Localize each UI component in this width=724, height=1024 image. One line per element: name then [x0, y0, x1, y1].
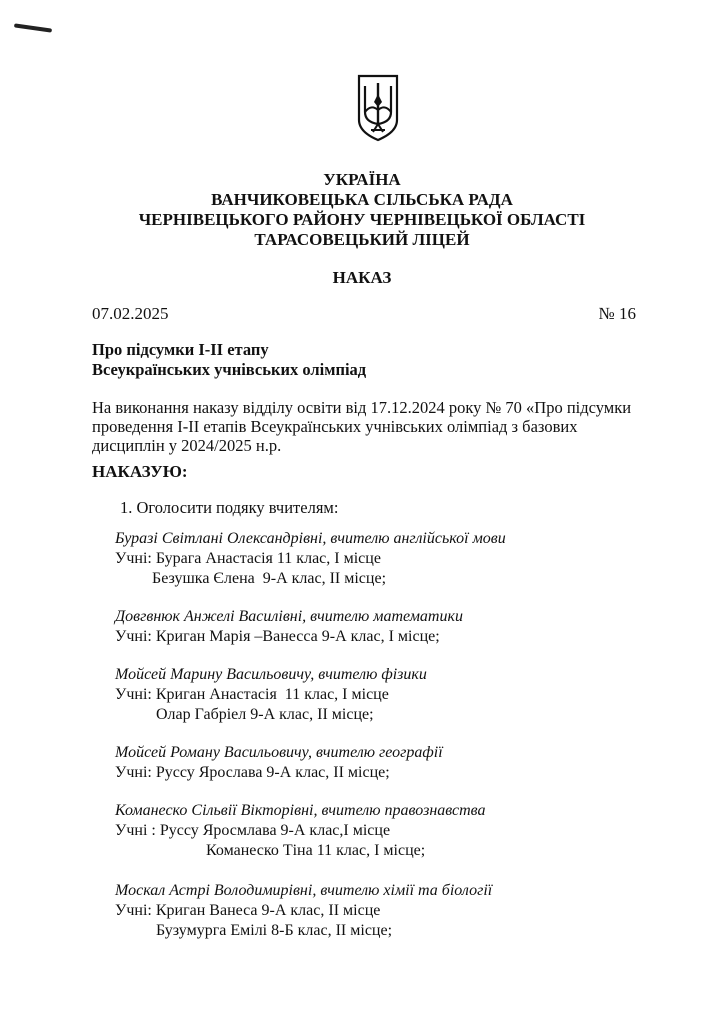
header-country: УКРАЇНА — [323, 170, 401, 189]
subject-line-2: Всеукраїнських учнівських олімпіад — [92, 360, 367, 379]
students-line: Учні : Руссу Яросмлава 9-А клас,І місце — [115, 822, 391, 839]
header-school: ТАРАСОВЕЦЬКИЙ ЛІЦЕЙ — [254, 230, 470, 249]
students-line: Учні: Криган Марія –Ванесса 9-А клас, І місце; — [115, 628, 440, 645]
order-number: № 16 — [598, 304, 636, 323]
order-intro: На виконання наказу відділу освіти від 17.12.2024 року № 70 «Про підсумки проведення І-ІІ етапів Всеукраїнських учнівських олімпіад з базових дисциплін у 2024/2025 н.р. — [92, 398, 632, 455]
students-line: Безушка Єлена 9-А клас, ІІ місце; — [152, 570, 387, 587]
teacher-name: Буразі Світлані Олександрівні, вчителю англійської мови — [115, 530, 506, 547]
students-line: Учні: Криган Ванеса 9-А клас, ІІ місце — [115, 902, 381, 919]
teacher-name: Мойсей Марину Васильовичу, вчителю фізики — [115, 666, 427, 683]
scan-mark — [14, 23, 52, 32]
order-date: 07.02.2025 — [92, 304, 169, 323]
students-line: Команеско Тіна 11 клас, І місце; — [206, 842, 426, 859]
teacher-name: Мойсей Роману Васильовичу, вчителю географії — [115, 744, 443, 761]
order-subject — [92, 340, 366, 380]
students-line: Учні: Руссу Ярослава 9-А клас, ІІ місце; — [115, 764, 390, 781]
students-line: Учні: Криган Анастасія 11 клас, І місце — [115, 686, 389, 703]
header-district: ЧЕРНІВЕЦЬКОГО РАЙОНУ ЧЕРНІВЕЦЬКОЇ ОБЛАСТІ — [138, 210, 586, 229]
order-item-1: 1. Оголосити подяку вчителям: — [120, 498, 339, 517]
students-line: Бузумурга Емілі 8-Б клас, ІІ місце; — [156, 922, 393, 939]
order-directive: НАКАЗУЮ: — [92, 462, 188, 481]
students-line: Олар Габріел 9-А клас, ІІ місце; — [156, 706, 374, 723]
teacher-name: Москал Астрі Володимирівні, вчителю хімії та біології — [115, 882, 493, 899]
teacher-name: Довгвнюк Анжелі Василівні, вчителю математики — [115, 608, 463, 625]
trident-coat-of-arms-icon — [356, 74, 400, 142]
header-council: ВАНЧИКОВЕЦЬКА СІЛЬСЬКА РАДА — [211, 190, 513, 209]
subject-line-1: Про підсумки І-ІІ етапу — [92, 340, 269, 359]
order-title: НАКАЗ — [332, 268, 392, 287]
students-line: Учні: Бурага Анастасія 11 клас, І місце — [115, 550, 381, 567]
teacher-name: Команеско Сільвії Вікторівні, вчителю правознавства — [115, 802, 486, 819]
